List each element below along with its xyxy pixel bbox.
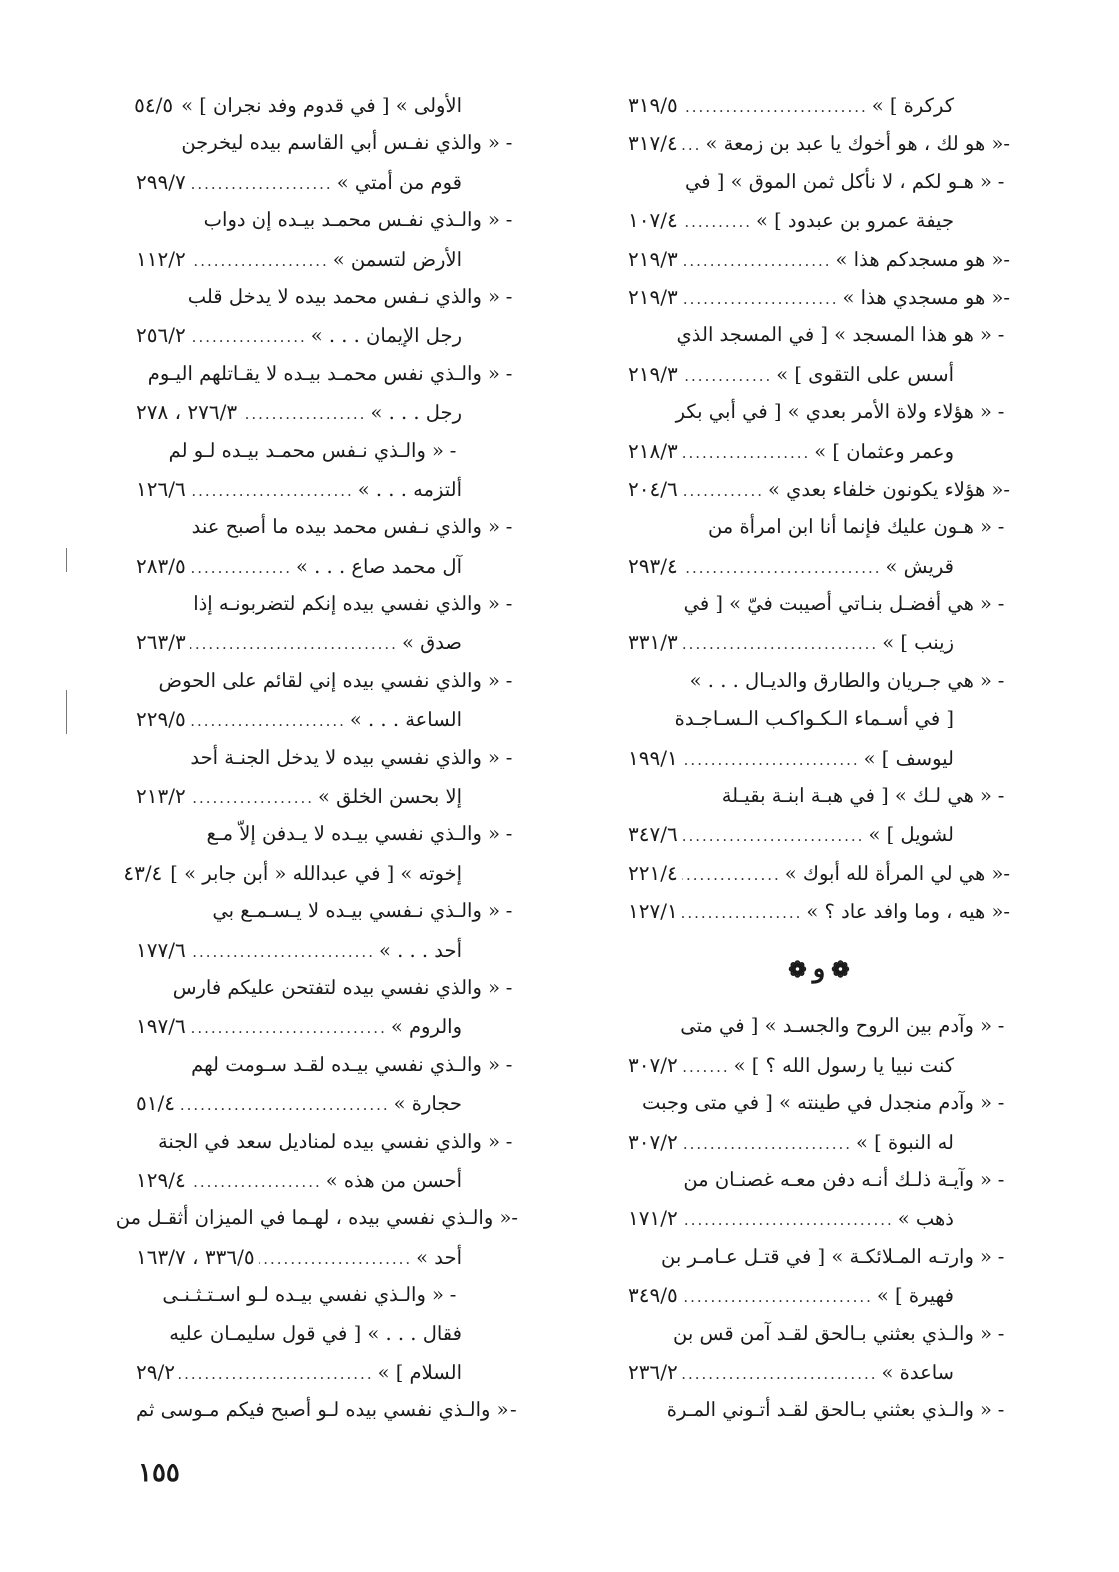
entry-dash: -	[1003, 285, 1010, 309]
index-line	[136, 777, 518, 815]
index-line	[628, 1315, 1010, 1353]
entry-dash: -	[505, 284, 513, 308]
dot-leader	[190, 625, 398, 663]
dot-leader	[682, 280, 839, 318]
index-line	[628, 700, 1010, 738]
entry-dash: -	[997, 1167, 1005, 1191]
entry-text: « هي جـريان والطارق والديـال . . . »	[689, 668, 992, 692]
entry-text: « والـذي نـفس محمـد بيـده لـو لم	[168, 438, 444, 462]
index-line	[136, 892, 518, 930]
index-line	[136, 163, 518, 201]
entry-text: « والـذي نفس محمـد بيـده لا يقـاتلهم اليـوم	[147, 361, 500, 385]
dot-leader	[190, 549, 292, 587]
entry-text: « هو هذا المسجد » [ في المسجد الذي	[676, 323, 992, 347]
entry-dash: -	[997, 1321, 1005, 1345]
entry-dash: -	[997, 169, 1005, 193]
entry-text: الأولى » [ في قدوم وفد نجران ] »	[181, 94, 462, 117]
entry-text: وعمر وعثمان ] »	[814, 439, 954, 463]
entry-dash: -	[505, 1052, 513, 1076]
entry-text: قريش »	[885, 554, 954, 578]
entry-text: « وآدم منجدل في طينته » [ في متى وجبت	[641, 1091, 992, 1115]
entry-dash: -	[1003, 477, 1010, 501]
volume-page-ref: ١٩٩/١	[628, 745, 678, 770]
entry-text: « هو مسجدي هذا »	[842, 285, 1004, 309]
dot-leader	[682, 1125, 852, 1163]
volume-page-ref: ١٢٦/٦	[136, 476, 186, 501]
dot-leader	[190, 933, 375, 971]
entry-text: حجارة »	[393, 1092, 462, 1116]
entry-text: جيفة عمرو بن عبدود ] »	[756, 209, 954, 233]
entry-text: رجل . . . »	[370, 401, 462, 425]
volume-page-ref: ٢٦٣/٣	[136, 630, 186, 655]
volume-page-ref: ٣٣٦/٥ ، ١٦٣/٧	[136, 1244, 255, 1269]
volume-page-ref: ٤٣/٤	[123, 860, 163, 885]
dot-leader	[190, 702, 346, 740]
index-line	[136, 1161, 518, 1199]
index-column-left	[115, 86, 518, 1430]
volume-page-ref: ٢٩٣/٤	[628, 553, 678, 578]
entry-text: « وآيـة ذلـك أنـه دفن معـه غصنـان من	[683, 1167, 992, 1191]
margin-mark	[66, 690, 67, 734]
entry-text: فهيرة ] »	[876, 1284, 954, 1308]
entry-text: أحسن من هذه »	[325, 1168, 462, 1192]
volume-page-ref: ٥٤/٥	[134, 93, 174, 117]
entry-text: ليوسف ] »	[863, 746, 954, 770]
entry-text: أحد . . . »	[378, 938, 462, 962]
entry-dash: -	[997, 784, 1005, 808]
volume-page-ref: ٢٧٦/٣ ، ٢٧٨	[136, 400, 238, 425]
dot-leader	[682, 625, 878, 663]
dot-leader	[682, 1355, 878, 1393]
entry-text: « والـذي نفسي بيده ، لهـما في الميزان أثقـل من	[115, 1206, 512, 1230]
index-line	[136, 86, 518, 124]
index-line	[628, 240, 1010, 278]
entry-text: « والـذي نفسي بيـده لقـد سـومت لهم	[191, 1052, 500, 1076]
index-line	[136, 316, 518, 354]
volume-page-ref: ١٧١/٢	[628, 1206, 678, 1231]
index-line	[123, 854, 518, 892]
volume-page-ref: ٥١/٤	[136, 1091, 175, 1116]
entry-dash: -	[997, 1398, 1005, 1422]
entry-text: ساعدة »	[881, 1360, 954, 1384]
entry-text: « هي أفضـل بنـاتي أصيبت فيّ » [ في	[683, 592, 992, 616]
entry-dash: -	[505, 668, 513, 692]
entry-dash: -	[449, 1283, 457, 1307]
dot-leader	[190, 1009, 387, 1047]
entry-text: « والـذي بعثني بـالحق لقـد أتـوني المـرة	[666, 1398, 992, 1422]
entry-text: « والـذي نـفسي بيـده لا يـسـمـع بي	[212, 899, 500, 923]
entry-text: « والـذي نفسي بيده لـو أصبح فيكم مـوسى ثم	[136, 1398, 509, 1422]
index-line	[136, 1123, 518, 1161]
entry-dash: -	[509, 1398, 517, 1422]
index-line	[628, 1084, 1010, 1122]
index-line	[628, 1199, 1010, 1237]
index-line	[628, 1007, 1010, 1045]
index-line	[136, 931, 518, 969]
volume-page-ref: ٢٢١/٤	[628, 860, 678, 885]
section-heading	[628, 931, 1010, 1008]
index-line	[628, 1276, 1010, 1314]
index-line	[628, 623, 1010, 661]
entry-text: « هيه ، وما وافد عاد ؟ »	[806, 900, 1004, 924]
index-line	[136, 1238, 518, 1276]
entry-text: « هـون عليك فإنما أنا ابن امرأة من	[707, 515, 992, 539]
volume-page-ref: ١٢٧/١	[628, 899, 678, 924]
volume-page-ref: ٣٣١/٣	[628, 630, 678, 655]
entry-text: « والـذي نفسي بيـده لـو اسـتـثـنـى	[162, 1283, 444, 1307]
index-line	[136, 1315, 518, 1353]
entry-dash: -	[505, 208, 513, 232]
index-line	[136, 470, 518, 508]
volume-page-ref: ٢٥٦/٢	[136, 323, 186, 348]
index-line	[136, 1391, 518, 1429]
entry-text: الساعة . . . »	[349, 708, 462, 732]
volume-page-ref: ١٢٩/٤	[136, 1167, 186, 1192]
dot-leader	[682, 242, 832, 280]
entry-text: فقال . . . » [ في قول سليمـان عليه	[169, 1321, 462, 1345]
entry-text: « هؤلاء يكونون خلفاء بعدي »	[767, 477, 1004, 501]
dot-leader	[190, 165, 333, 203]
entry-dash: -	[505, 361, 513, 385]
entry-dash: -	[997, 515, 1005, 539]
entry-text: « والـذي نفسي بيـده لا يـدفن إلاّ مـع	[206, 822, 500, 846]
volume-page-ref: ٢١٩/٣	[628, 246, 678, 271]
entry-text: له النبوة ] »	[856, 1130, 954, 1154]
entry-dash: -	[505, 822, 513, 846]
dot-leader	[682, 434, 811, 472]
entry-text: « وآدم بين الروح والجسـد » [ في متى	[680, 1014, 992, 1038]
entry-dash: -	[1003, 900, 1010, 924]
entry-text: [ في أسـماء الـكـواكـب الـسـاجـدة	[674, 707, 954, 731]
index-line	[628, 815, 1010, 853]
volume-page-ref: ٢٣٦/٢	[628, 1359, 678, 1384]
entry-text: « هي لـك » [ في هبـة ابنـة بقيـلة	[721, 784, 992, 808]
dot-leader	[682, 549, 882, 587]
index-line	[136, 1084, 518, 1122]
index-line	[628, 508, 1010, 546]
volume-page-ref: ٢٠٤/٦	[628, 476, 678, 501]
index-line	[136, 355, 518, 393]
volume-page-ref: ٣٤٧/٦	[628, 822, 678, 847]
index-line	[628, 1238, 1010, 1276]
entry-dash: -	[505, 975, 513, 999]
index-line	[136, 739, 518, 777]
entry-dash: -	[997, 1244, 1005, 1268]
entry-text: « هؤلاء ولاة الأمر بعدي » [ في أبي بكر	[675, 400, 992, 424]
entry-text: « هـو لكم ، لا نأكل ثمن الموق » [ في	[684, 169, 992, 193]
volume-page-ref: ١٧٧/٦	[136, 937, 186, 962]
index-column-right	[628, 86, 1010, 1430]
index-line	[136, 662, 518, 700]
section-letter: و	[812, 953, 826, 984]
entry-dash: -	[505, 131, 513, 155]
index-line	[628, 316, 1010, 354]
volume-page-ref: ٣١٩/٥	[628, 93, 678, 117]
index-line	[136, 240, 518, 278]
entry-text: « والـذي بعثني بـالحق لقـد آمن قس بن	[673, 1321, 992, 1345]
index-line	[136, 1007, 518, 1045]
dot-leader	[682, 1201, 894, 1239]
entry-dash: -	[1003, 861, 1010, 885]
volume-page-ref: ٢٢٩/٥	[136, 707, 186, 732]
dot-leader	[179, 1355, 374, 1393]
dot-leader	[179, 1086, 390, 1124]
entry-dash: -	[505, 745, 513, 769]
entry-dash: -	[997, 1014, 1005, 1038]
entry-dash: -	[997, 1091, 1005, 1115]
dot-leader	[682, 126, 702, 164]
entry-text: « والذي نـفس محمد بيده لا يدخل قلب	[187, 284, 500, 308]
ornament-icon: ❁	[788, 956, 807, 983]
dot-leader	[682, 894, 803, 932]
entry-dash: -	[505, 515, 513, 539]
volume-page-ref: ٢١٩/٣	[628, 284, 678, 309]
entry-text: « وارتـه المـلائكـة » [ في قتـل عـامـر بن	[661, 1244, 992, 1268]
volume-page-ref: ٢٩/٢	[136, 1359, 175, 1384]
entry-dash: -	[511, 1206, 518, 1230]
index-line	[628, 278, 1010, 316]
dot-leader	[682, 357, 773, 395]
entry-text: أسس على التقوى ] »	[776, 362, 954, 386]
entry-text: « والذي نفسي بيده لتفتحن عليكم فارس	[172, 975, 500, 999]
index-line	[628, 163, 1010, 201]
index-line	[628, 1391, 1010, 1429]
entry-text: « هو مسجدكم هذا »	[835, 247, 1004, 271]
entry-dash: -	[505, 899, 513, 923]
dot-leader	[682, 1278, 873, 1316]
index-line	[628, 470, 1010, 508]
entry-dash: -	[997, 400, 1005, 424]
index-line	[628, 86, 1010, 124]
entry-text: « والذي نفـس أبي القاسم بيده ليخرجن	[181, 131, 500, 155]
index-line	[628, 854, 1010, 892]
margin-mark	[66, 548, 67, 572]
index-line	[136, 547, 518, 585]
entry-text: أحد »	[416, 1245, 462, 1269]
entry-text: رجل الإيمان . . . »	[310, 324, 462, 348]
index-line	[136, 623, 518, 661]
dot-leader	[682, 1048, 730, 1086]
volume-page-ref: ١١٢/٢	[136, 246, 186, 271]
volume-page-ref: ١٩٧/٦	[136, 1014, 186, 1039]
entry-text: زينب ] »	[882, 631, 954, 655]
volume-page-ref: ٢١٣/٢	[136, 784, 186, 809]
index-line	[628, 585, 1010, 623]
entry-dash: -	[1003, 247, 1010, 271]
dot-leader	[682, 203, 752, 241]
dot-leader	[682, 88, 868, 126]
entry-dash: -	[1003, 132, 1010, 156]
index-line	[628, 1161, 1010, 1199]
volume-page-ref: ٣٠٧/٢	[628, 1052, 678, 1077]
entry-text: « هي لي المرأة لله أبوك »	[784, 861, 1004, 885]
index-line	[115, 1199, 518, 1237]
volume-page-ref: ٣٠٧/٢	[628, 1129, 678, 1154]
index-line	[628, 1123, 1010, 1161]
index-line	[136, 1276, 518, 1314]
index-line	[628, 393, 1010, 431]
index-line	[136, 124, 518, 162]
index-line	[628, 201, 1010, 239]
index-line	[136, 700, 518, 738]
entry-text: آل محمد صاع . . . »	[296, 554, 462, 578]
entry-text: إخوته » [ في عبدالله « أبن جابر » ]	[170, 861, 462, 885]
entry-text: « والذي نفسي بيده إني لقائم على الحوض	[158, 668, 500, 692]
entry-text: الأرض لتسمن »	[332, 247, 462, 271]
volume-page-ref: ٣٤٩/٥	[628, 1283, 678, 1308]
volume-page-ref: ٢٨٣/٥	[136, 553, 186, 578]
index-line	[136, 432, 518, 470]
index-line	[136, 1353, 518, 1391]
dot-leader	[190, 779, 314, 817]
index-line	[136, 815, 518, 853]
index-line	[628, 892, 1010, 930]
index-line	[628, 124, 1010, 162]
index-line	[628, 1353, 1010, 1391]
index-line	[136, 508, 518, 546]
entry-text: « والذي نفسي بيده لمناديل سعد في الجنة	[157, 1129, 500, 1153]
entry-text: والروم »	[390, 1015, 462, 1039]
volume-page-ref: ١٠٧/٤	[628, 208, 678, 233]
index-line	[136, 585, 518, 623]
index-line	[136, 1046, 518, 1084]
index-line	[628, 1046, 1010, 1084]
volume-page-ref: ٢٩٩/٧	[136, 169, 186, 194]
entry-dash: -	[505, 1129, 513, 1153]
entry-text: ألتزمه . . . »	[357, 477, 462, 501]
entry-text: « والذي نفسي بيده لا يدخل الجنـة أحد	[190, 745, 500, 769]
entry-text: لشويل ] »	[868, 823, 954, 847]
ornament-icon: ❁	[831, 956, 850, 983]
index-line	[136, 201, 518, 239]
dot-leader	[241, 395, 366, 433]
entry-dash: -	[505, 592, 513, 616]
page-number: ١٥٥	[138, 1458, 180, 1488]
index-line	[628, 547, 1010, 585]
entry-text: « والـذي نفـس محمـد بيـده إن دواب	[203, 208, 500, 232]
entry-text: كركرة ] »	[871, 94, 954, 117]
volume-page-ref: ٣١٧/٤	[628, 131, 678, 156]
dot-leader	[190, 1163, 322, 1201]
dot-leader	[190, 242, 329, 280]
index-line	[628, 739, 1010, 777]
entry-text: إلا بحسن الخلق »	[318, 785, 462, 809]
dot-leader	[682, 856, 781, 894]
index-line	[628, 432, 1010, 470]
dot-leader	[190, 318, 307, 356]
index-line	[136, 969, 518, 1007]
index-line	[628, 777, 1010, 815]
index-line	[136, 278, 518, 316]
index-line	[136, 393, 518, 431]
dot-leader	[682, 817, 865, 855]
entry-text: « والذي نـفس محمد بيده ما أصبح عند	[191, 515, 500, 539]
entry-text: صدق »	[401, 631, 462, 655]
entry-text: السلام ] »	[377, 1360, 462, 1384]
entry-text: قوم من أمتي »	[336, 170, 462, 194]
index-line	[628, 355, 1010, 393]
entry-text: « والذي نفسي بيده إنكم لتضربونـه إذا	[193, 592, 500, 616]
entry-dash: -	[997, 323, 1005, 347]
index-line	[628, 662, 1010, 700]
entry-text: « هو لك ، هو أخوك يا عبد بن زمعة »	[705, 132, 1004, 156]
dot-leader	[190, 472, 354, 510]
dot-leader	[259, 1240, 413, 1278]
entry-text: ذهب »	[897, 1207, 954, 1231]
entry-text: كنت نبيا يا رسول الله ؟ ] »	[733, 1053, 954, 1077]
entry-dash: -	[997, 592, 1005, 616]
volume-page-ref: ٢١٨/٣	[628, 438, 678, 463]
volume-page-ref: ٢١٩/٣	[628, 361, 678, 386]
entry-dash: -	[449, 438, 457, 462]
dot-leader	[682, 472, 764, 510]
dot-leader	[682, 741, 860, 779]
entry-dash: -	[997, 668, 1005, 692]
